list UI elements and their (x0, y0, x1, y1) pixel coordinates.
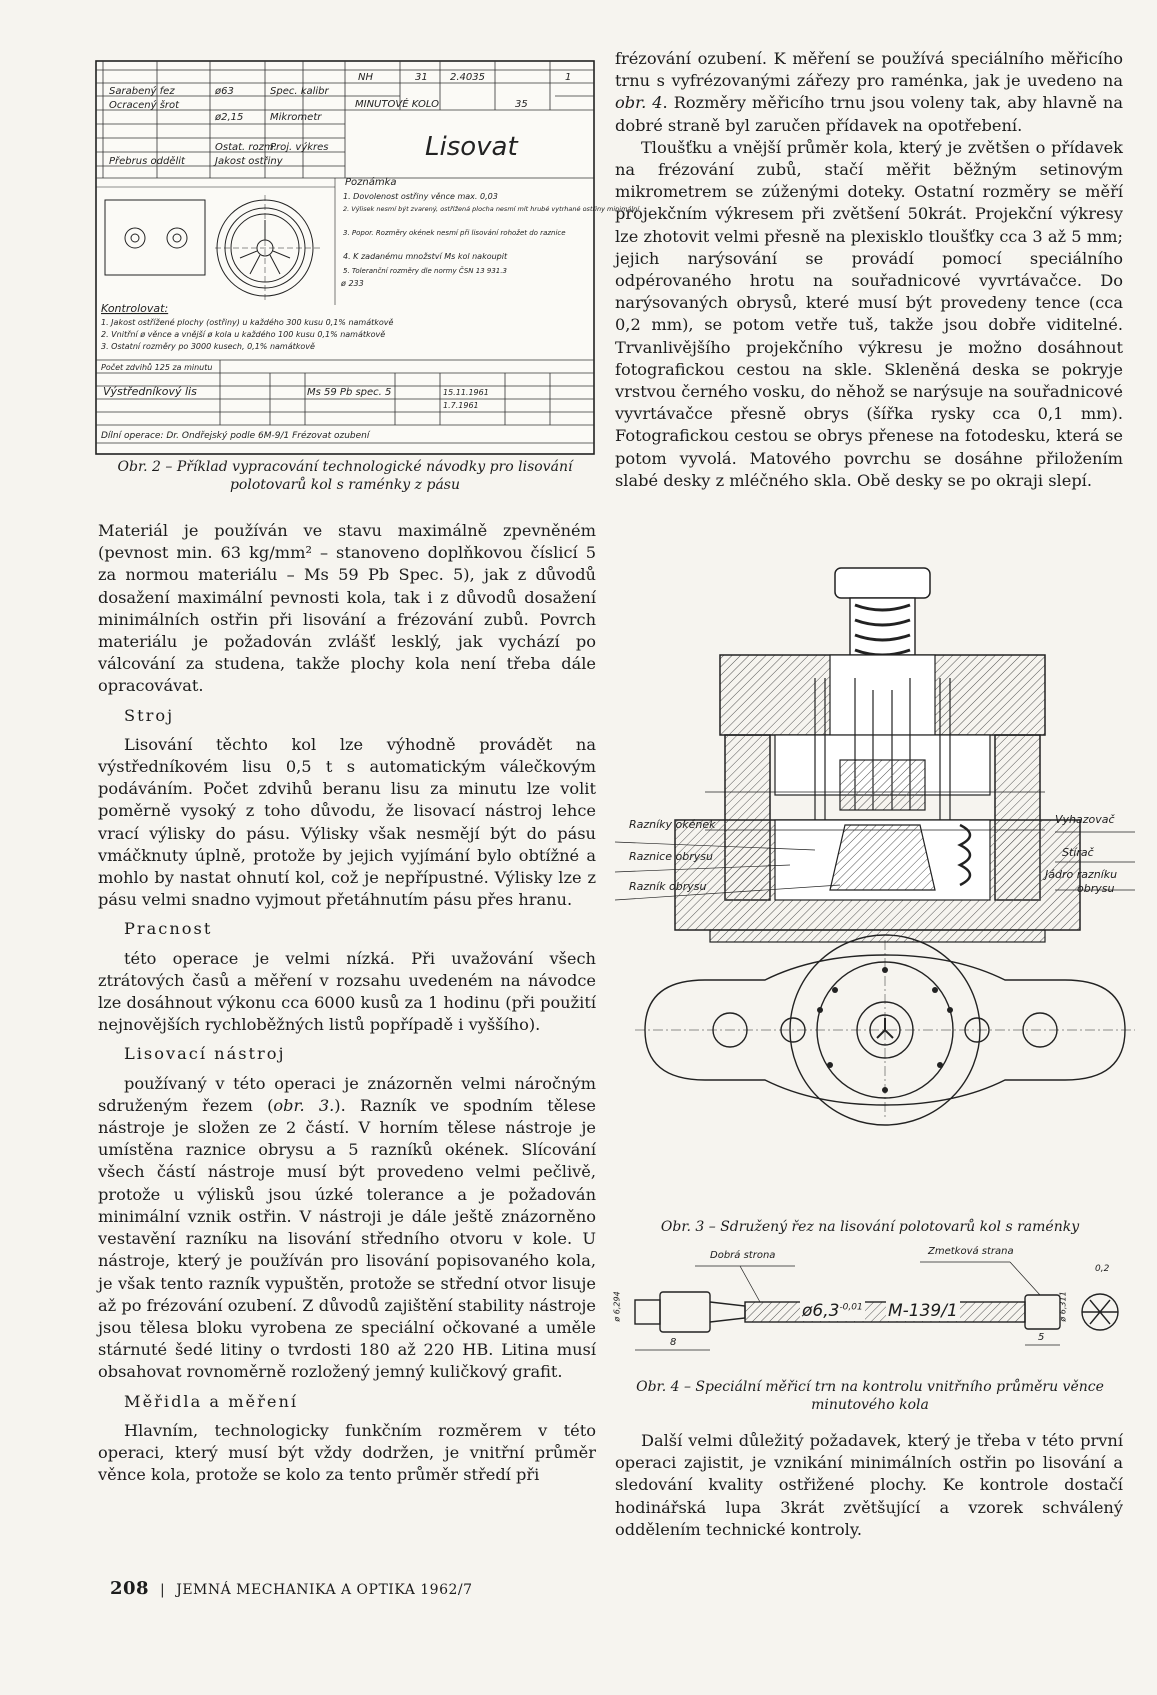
pin-dim-left: ø 6,294 (612, 1291, 622, 1322)
label-vyhazovac: Vyhazovač (1055, 813, 1115, 826)
label-bad-side: Zmetková strana (928, 1246, 1014, 1257)
sheet-machine: Výstředníkový lis (103, 385, 197, 398)
fig2-caption-text: Příklad vypracování technologické návodky pro lisování polotovarů kol s raménky z pásu (176, 459, 573, 493)
notes-heading: Poznámka (345, 177, 397, 188)
left-para-pracnost: této operace je velmi nízká. Při uvažování všech ztrátových časů a měření v rozsahu uvedeném na návodce lze dosáhnout výkonu cca 6000 kusů za 1 hodinu (při použití nejnovějších rychloběžných listů popřípadě i vyššího). (98, 948, 596, 1035)
svg-text:Jakost ostřiny: Jakost ostřiny (215, 156, 283, 167)
pin-dim-right: ø 6,311 (1058, 1291, 1068, 1322)
heading-pracnost: Pracnost (124, 919, 213, 939)
svg-text:ø63: ø63 (215, 86, 234, 97)
fig4-caption-num: Obr. 4 (636, 1379, 680, 1395)
svg-text:Přebrus oddělit: Přebrus oddělit (109, 156, 185, 167)
pin-marking: M-139/1 (888, 1301, 958, 1321)
nastroj-text-b: ). Razník ve spodním tělese nástroje je složen ze 2 částí. V horním tělese nástroje je umístěna raznice obrysu a 5 razníků okének. Slícování všech částí nástroje musí být provedeno velmi pečlivě, protože u výlisků jsou úzké tolerance a je požadován minimální vznik ostřin. V nástroji je dále ještě znázorněno vestavění razníku na lisování středního otvoru v kole. U nástroje, který je používán pro lisování popisovaného kola, je však tento razník vypuštěn, protože se střední otvor lisuje až po frézování ozubení. Z důvodů zajištění stability nástroje jsou tělesa bloku vyrobena ze speciální očkované a uměle stárnuté šedé litiny o tvrdosti 180 až 220 HB. Litina musí obsahovat rovnoměrně rozložený jemný kuličkový grafit. (98, 1095, 596, 1382)
left-para-meridla: Hlavním, technologicky funkčním rozměrem v této operaci, který musí být vždy dodržen, je vnitřní průměr věnce kola, protože se kolo za tento průměr středí při (98, 1420, 596, 1485)
svg-text:Spec. kalibr: Spec. kalibr (270, 86, 329, 97)
sheet-drawing-no: NH (358, 72, 373, 83)
right-column-bottom (615, 1430, 1123, 1541)
sheet-no-2: 2.4035 (450, 72, 485, 83)
d-outer: ø 233 (341, 279, 364, 288)
label-obrysu: obrysu (1077, 882, 1115, 895)
figure-3-die-section (615, 560, 1135, 1215)
control-item-3: 3. Ostatní rozměry po 3000 kusech, 0,1% namátkově (101, 342, 315, 351)
control-item-1: 1. Jakost ostřížené plochy (ostřiny) u každého 300 kusu 0,1% namátkově (101, 318, 394, 327)
figure-3-caption: Obr. 3 – Sdružený řez na lisování polotovarů kol s raménky (660, 1219, 1080, 1235)
label-raznik-obrysu: Razník obrysu (629, 880, 707, 893)
control-item-2: 2. Vnitřní ø věnce a vnější ø kola u každého 100 kusu 0,1% namátkově (101, 330, 386, 339)
note-5: 5. Toleranční rozměry dle normy ČSN 13 931.3 (343, 267, 507, 275)
note-4: 4. K zadanému množství Ms kol nakoupit (343, 252, 508, 261)
heading-stroj: Stroj (124, 705, 175, 725)
svg-text:ø2,15: ø2,15 (215, 112, 244, 123)
right-para-1-a: frézování ozubení. K měření se používá speciálního měřicího trnu s vyfrézovanými zářezy pro raménka, jak je uvedeno na (615, 49, 1123, 91)
right-para-1 (615, 48, 1123, 137)
left-para-stroj: Lisování těchto kol lze výhodně provádět na výstředníkovém lisu 0,5 t s automatickým válečkovým podáváním. Počet zdvihů beranu lisu za minutu lze volit poměrně vysoký z toho důvodu, že lisovací nástroj lehce vrací výlisky do pásu. Výlisky však nesmějí být do pásu vmáčknuty úplně, protože by jejich vyjímání bylo obtížné a mohlo by nastat ohnutí kol, což je nepřípustné. Výlisky lze z pásu velmi snadno vyjmout přetáhnutím pásu přes hranu. (98, 734, 596, 910)
sheet-part-name: MINUTOVÉ KOLO (355, 99, 439, 110)
fig3-caption-text: Sdružený řez na lisování polotovarů kol s raménky (720, 1219, 1080, 1235)
journal-name: JEMNÁ MECHANIKA A OPTIKA 1962/7 (176, 1582, 473, 1598)
pin-tip-dim: 0,2 (1095, 1264, 1110, 1274)
svg-text:Ocracený šrot: Ocracený šrot (109, 100, 180, 111)
control-heading: Kontrolovat: (101, 302, 169, 315)
nastroj-text-a: používaný v této operaci je znázorněn velmi náročným sdruženým řezem ( (98, 1073, 596, 1115)
pin-dim-tol: -0,01 (839, 1302, 863, 1313)
right-para-1-b: . Rozměry měřicího trnu jsou voleny tak, aby hlavně na dobré straně byl zaručen přídavek na opotřebení. (615, 93, 1124, 135)
right-para-3: Další velmi důležitý požadavek, který je třeba v této první operaci zajistit, je vznikání minimálních ostřin po lisování a sledování kvality ostřižené plochy. Ke kontrole dostačí hodinářská lupa 3krát zvětšující a vzorek schválený oddělením technické kontroly. (615, 1431, 1123, 1539)
sheet-date2: 1.7.1961 (443, 401, 479, 410)
measuring-pin-drawing (620, 1250, 1125, 1370)
left-para-1: Materiál je používán ve stavu maximálně zpevněném (pevnost min. 63 kg/mm² – stanoveno doplňkovou číslicí 5 za normou materiálu – Ms 59 Pb Spec. 5), jak z důvodů dosažení maximální pevnosti kola, tak i z důvodů dosažení minimálních ostřin při lisování a frézování zubů. Povrch materiálu je požadován zvlášť lesklý, jak vychází po válcování za studena, takže plochy kola není třeba dále opracovávat. (98, 521, 596, 696)
note-2: 2. Výlisek nesmí být zvarený, ostřížená plocha nesmí mít hrubé vytrhané ostřiny minimální (343, 205, 640, 213)
heading-nastroj: Lisovací nástroj (124, 1044, 286, 1064)
right-para-2: Tloušťku a vnější průměr kola, který je zvětšen o přídavek na frézování zubů, stačí měřit běžným setinovým mikrometrem se zúženými doteky. Ostatní rozměry se měří projekčním výkresem při zvětšení 50krát. Projekční výkresy lze zhotovit velmi přesně na plexisklo tloušťky cca 3 až 5 mm; jejich narýsování se provádí pomocí speciálního odpérovaného hrotu na souřadnicové vyvrtávačce. Do narýsovaných obrysů, které musí být provedeny tence (cca 0,2 mm), se potom vetře tuš, takže jsou dobře viditelné. Trvanlivějšího projekčního výkresu je možno dosáhnout fotografickou cestou na skle. Skleněná deska se pokryje vrstvou černého vosku, do něhož se narýsuje na souřadnicové vyvrtávačce přesně obrys (šířka rysky cca 0,1 mm). Fotografickou cestou se obrys přenese na fotodesku, která se potom vyvolá. Matového povrchu se dosáhne přiložením slabé desky z mléčného skla. Obě desky se po okraji slepí. (615, 137, 1123, 490)
figure-4-measuring-pin (612, 1246, 1125, 1370)
sheet-count: Počet zdvihů 125 za minutu (101, 363, 213, 372)
fig3-caption-num: Obr. 3 (660, 1219, 705, 1235)
sheet-material: Ms 59 Pb spec. 5 (307, 387, 392, 398)
sheet-date: 15.11.1961 (443, 388, 489, 397)
sheet-op-no: 35 (515, 99, 528, 110)
fig2-caption-num: Obr. 2 (117, 459, 161, 475)
sheet-title: Lisovat (425, 132, 518, 162)
page-number: 208 (110, 1578, 150, 1599)
pin-len-left: 8 (670, 1337, 677, 1348)
svg-text:Proj. výkres: Proj. výkres (270, 142, 329, 153)
right-para-1-ref: obr. 4 (615, 93, 663, 113)
note-1: 1. Dovolenost ostřiny věnce max. 0,03 (343, 192, 498, 201)
label-razniky-okenek: Razníky okének (629, 818, 716, 831)
svg-text:Sarabený fez: Sarabený fez (109, 86, 175, 97)
pin-len-right: 5 (1038, 1332, 1045, 1343)
label-raznice-obrysu: Raznice obrysu (629, 850, 713, 863)
left-para-nastroj (98, 1073, 596, 1384)
label-stirac: Stírač (1062, 846, 1094, 859)
pin-dim-main-value: ø6,3 (802, 1301, 840, 1321)
figure-4-caption: Obr. 4 – Speciální měřicí trn na kontrolu vnitřního průměru věnce minutového kola (636, 1379, 1104, 1413)
right-column-top (615, 48, 1123, 492)
page-footer: 208 | JEMNÁ MECHANIKA A OPTIKA 1962/7 (110, 1578, 473, 1599)
svg-text:Ostat. rozm.: Ostat. rozm. (215, 142, 277, 153)
svg-text:1: 1 (565, 72, 572, 83)
pin-dim-main (800, 1301, 865, 1321)
note-3: 3. Popor. Rozměry okének nesmí při lisování rohožet do raznice (343, 229, 566, 237)
sheet-no-31: 31 (415, 72, 428, 83)
svg-text:Mikrometr: Mikrometr (270, 112, 322, 123)
nastroj-ref: obr. 3. (273, 1095, 335, 1115)
left-column (98, 520, 596, 1486)
heading-meridla: Měřidla a měření (124, 1391, 299, 1411)
label-jadro: Jádro razníku (1045, 868, 1118, 881)
figure-2-caption: Obr. 2 – Příklad vypracování technologické návodky pro lisování polotovarů kol s raménky z pásu (117, 459, 573, 493)
label-good-side: Dobrá strona (710, 1250, 776, 1261)
sheet-cut: Dílní operace: Dr. Ondřejský podle 6M-9/1 Frézovat ozubení (101, 431, 370, 441)
fig4-caption-text: Speciální měřicí trn na kontrolu vnitřního průměru věnce minutového kola (695, 1379, 1104, 1413)
